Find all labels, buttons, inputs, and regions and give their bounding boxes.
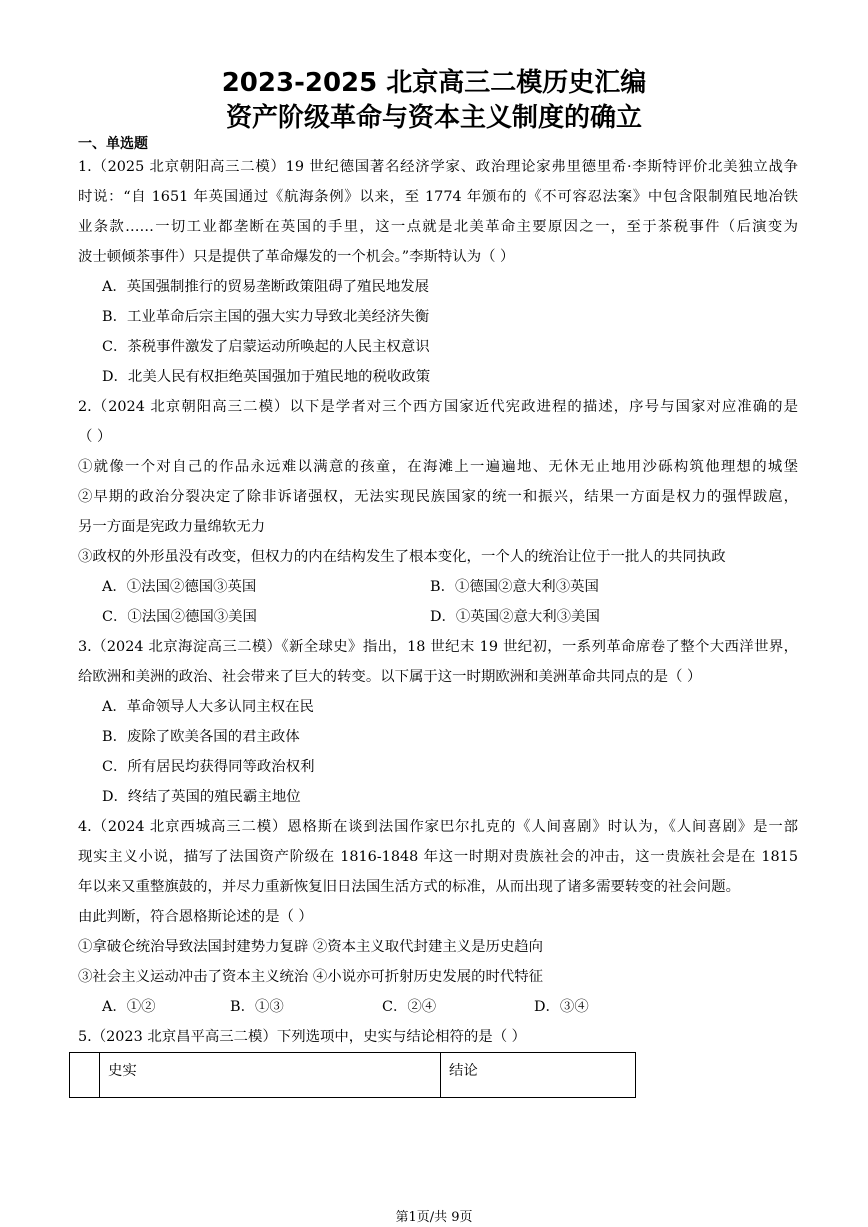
question-1 xyxy=(78,152,798,392)
option-b: B．①③ xyxy=(230,999,284,1015)
option-d: D．北美人民有权拒绝英国强加于殖民地的税收政策 xyxy=(102,369,431,385)
statement-line: ③政权的外形虽没有改变，但权力的内在结构发生了根本变化，一个人的统治让位于一批人的共同执政 xyxy=(78,549,726,565)
question-text-line: 4.（2024 北京西城高三二模）恩格斯在谈到法国作家巴尔扎克的《人间喜剧》时认为，《人间喜剧》是一部 xyxy=(78,819,798,835)
statement-line: ②早期的政治分裂决定了除非诉诸强权，无法实现民族国家的统一和振兴，结果一方面是权力的强悍跋扈， xyxy=(78,489,798,505)
option-row xyxy=(78,602,798,632)
option-b: B．废除了欧美各国的君主政体 xyxy=(102,729,300,745)
question-text-line: 3.（2024 北京海淀高三二模）《新全球史》指出，18 世纪末 19 世纪初，一系列革命席卷了整个大西洋世界， xyxy=(78,639,798,655)
question-text-line: 5.（2023 北京昌平高三二模）下列选项中，史实与结论相符的是（ ） xyxy=(78,1029,527,1045)
question-text-line: 时说：“自 1651 年英国通过《航海条例》以来，至 1774 年颁布的《不可容忍法案》中包含限制殖民地冶铁 xyxy=(78,189,798,205)
question-text-line: 给欧洲和美洲的政治、社会带来了巨大的转变。以下属于这一时期欧洲和美洲革命共同点的是（ ） xyxy=(78,669,702,685)
document-body xyxy=(78,152,798,1052)
question-4 xyxy=(78,812,798,1022)
option-c: C．②④ xyxy=(382,999,437,1015)
table-header-cell: 史实 xyxy=(100,1053,441,1098)
statement-line: ①拿破仑统治导致法国封建势力复辟 ②资本主义取代封建主义是历史趋向 xyxy=(78,939,544,955)
statement-line: ③社会主义运动冲击了资本主义统治 ④小说亦可折射历史发展的时代特征 xyxy=(78,969,544,985)
option-d: D．终结了英国的殖民霸主地位 xyxy=(102,789,301,805)
question-2 xyxy=(78,392,798,632)
question-text-line: 2.（2024 北京朝阳高三二模）以下是学者对三个西方国家近代宪政进程的描述，序号与国家对应准确的是 xyxy=(78,399,798,415)
statement-line: 另一方面是宪政力量绵软无力 xyxy=(78,519,266,535)
table-header-cell xyxy=(70,1053,100,1098)
option-b: B．工业革命后宗主国的强大实力导致北美经济失衡 xyxy=(102,309,430,325)
option-a: A．①② xyxy=(102,999,156,1015)
option-d: D．③④ xyxy=(534,999,589,1015)
section-heading: 一、单选题 xyxy=(78,136,148,152)
question-text-line: 由此判断，符合恩格斯论述的是（ ） xyxy=(78,909,313,925)
table-header-row xyxy=(70,1053,636,1098)
option-d: D．①英国②意大利③美国 xyxy=(430,609,600,625)
option-b: B．①德国②意大利③英国 xyxy=(430,579,599,595)
option-c: C．所有居民均获得同等政治权利 xyxy=(102,759,315,775)
question-3 xyxy=(78,632,798,812)
option-c: C．茶税事件激发了启蒙运动所唤起的人民主权意识 xyxy=(102,339,430,355)
option-a: A．①法国②德国③英国 xyxy=(102,579,257,595)
question-text-line: （ ） xyxy=(78,429,112,445)
option-row xyxy=(78,992,798,1022)
facts-table xyxy=(69,1052,636,1098)
document-title-line1: 2023-2025 北京高三二模历史汇编 xyxy=(221,68,647,98)
option-row xyxy=(78,572,798,602)
question-text-line: 年以来又重整旗鼓的，并尽力重新恢复旧日法国生活方式的标准，从而出现了诸多需要转变的社会问题。 xyxy=(78,879,740,895)
statement-line: ①就像一个对自己的作品永远难以满意的孩童，在海滩上一遍遍地、无休无止地用沙砾构筑他理想的城堡 xyxy=(78,459,798,475)
option-a: A．英国强制推行的贸易垄断政策阻碍了殖民地发展 xyxy=(102,279,429,295)
page-footer: 第1页/共 9页 xyxy=(395,1210,473,1225)
table-header-cell: 结论 xyxy=(441,1053,636,1098)
option-c: C．①法国②德国③美国 xyxy=(102,609,257,625)
question-text-line: 1.（2025 北京朝阳高三二模）19 世纪德国著名经济学家、政治理论家弗里德里希·李斯特评价北美独立战争 xyxy=(78,159,798,175)
question-text-line: 现实主义小说，描写了法国资产阶级在 1816-1848 年这一时期对贵族社会的冲击，这一贵族社会是在 1815 xyxy=(78,849,798,865)
document-title-line2: 资产阶级革命与资本主义制度的确立 xyxy=(225,103,642,133)
question-text-line: 业条款……一切工业都垄断在英国的手里，这一点就是北美革命主要原因之一，至于茶税事件（后演变为 xyxy=(78,219,798,235)
question-5 xyxy=(78,1022,798,1052)
question-text-line: 波士顿倾茶事件）只是提供了革命爆发的一个机会。”李斯特认为（ ） xyxy=(78,249,515,265)
option-a: A．革命领导人大多认同主权在民 xyxy=(102,699,314,715)
